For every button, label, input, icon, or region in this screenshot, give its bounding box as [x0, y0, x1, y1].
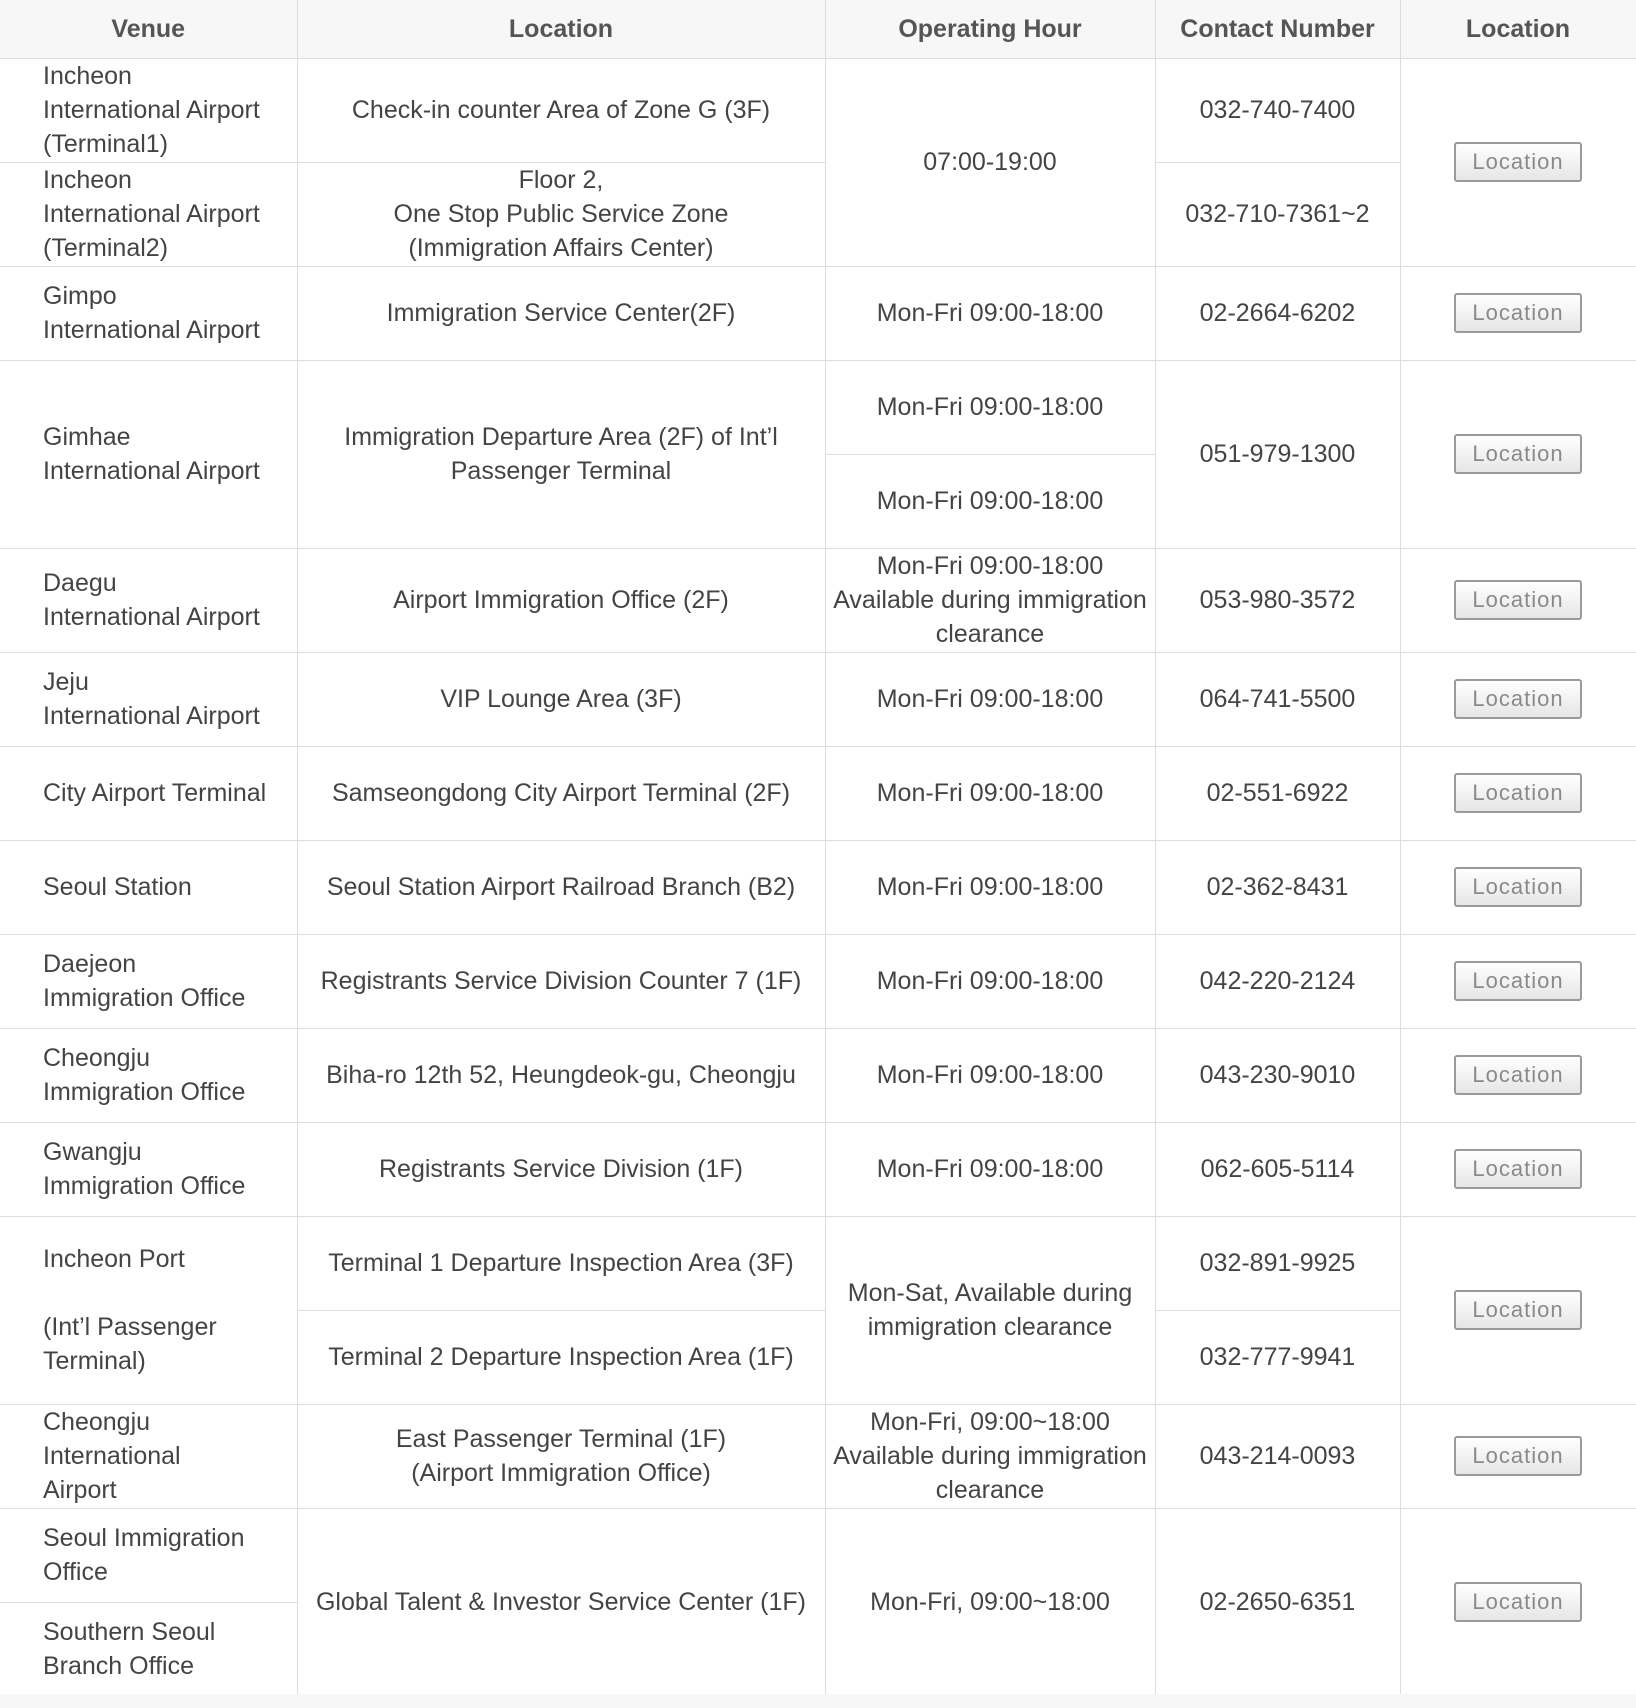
- contact-cell: 062-605-5114: [1155, 1122, 1400, 1216]
- venue-cell: Seoul Station: [0, 840, 297, 934]
- location-button-cell: [1400, 1404, 1636, 1508]
- location-button[interactable]: Location: [1454, 679, 1582, 719]
- location-button[interactable]: Location: [1454, 1290, 1582, 1330]
- location-button-cell: [1400, 266, 1636, 360]
- table-row: [0, 360, 1636, 454]
- location-button[interactable]: Location: [1454, 434, 1582, 474]
- location-cell: East Passenger Terminal (1F) (Airport Immigration Office): [297, 1404, 825, 1508]
- location-button-cell: [1400, 840, 1636, 934]
- location-cell: Immigration Service Center(2F): [297, 266, 825, 360]
- location-cell: Registrants Service Division (1F): [297, 1122, 825, 1216]
- location-cell: Terminal 1 Departure Inspection Area (3F): [297, 1216, 825, 1310]
- table-row: [0, 548, 1636, 652]
- venue-cell: City Airport Terminal: [0, 746, 297, 840]
- venue-cell: Gimhae International Airport: [0, 360, 297, 548]
- location-cell: Airport Immigration Office (2F): [297, 548, 825, 652]
- venue-cell: Gimpo International Airport: [0, 266, 297, 360]
- venue-cell: Daejeon Immigration Office: [0, 934, 297, 1028]
- contact-cell: 02-2664-6202: [1155, 266, 1400, 360]
- hours-cell: Mon-Fri 09:00-18:00: [825, 840, 1155, 934]
- table-row: [0, 840, 1636, 934]
- table-row: [0, 58, 1636, 162]
- contact-cell: 032-891-9925: [1155, 1216, 1400, 1310]
- location-cell: Floor 2, One Stop Public Service Zone (Immigration Affairs Center): [297, 162, 825, 266]
- contact-cell: 02-551-6922: [1155, 746, 1400, 840]
- header-location: Location: [297, 0, 825, 58]
- hours-cell: Mon-Fri 09:00-18:00: [825, 652, 1155, 746]
- table-header-row: [0, 0, 1636, 58]
- hours-cell: Mon-Fri 09:00-18:00: [825, 934, 1155, 1028]
- location-button[interactable]: Location: [1454, 1149, 1582, 1189]
- hours-cell: Mon-Fri 09:00-18:00: [825, 1122, 1155, 1216]
- hours-cell: Mon-Sat, Available during immigration clearance: [825, 1216, 1155, 1404]
- hours-cell: Mon-Fri 09:00-18:00: [825, 746, 1155, 840]
- location-button-cell: [1400, 746, 1636, 840]
- location-cell: Terminal 2 Departure Inspection Area (1F): [297, 1310, 825, 1404]
- location-button-cell: [1400, 58, 1636, 266]
- contact-cell: 032-777-9941: [1155, 1310, 1400, 1404]
- venue-cell: Southern Seoul Branch Office: [0, 1602, 297, 1696]
- location-button[interactable]: Location: [1454, 773, 1582, 813]
- contact-cell: 042-220-2124: [1155, 934, 1400, 1028]
- venue-cell: Incheon International Airport (Terminal1): [0, 58, 297, 162]
- table-row: [0, 162, 1636, 266]
- hours-cell: Mon-Fri 09:00-18:00: [825, 266, 1155, 360]
- hours-cell: Mon-Fri 09:00-18:00 Available during immigration clearance: [825, 548, 1155, 652]
- location-button[interactable]: Location: [1454, 1436, 1582, 1476]
- location-cell: Seoul Station Airport Railroad Branch (B2): [297, 840, 825, 934]
- table-row: [0, 1508, 1636, 1602]
- location-cell: Samseongdong City Airport Terminal (2F): [297, 746, 825, 840]
- location-button[interactable]: Location: [1454, 867, 1582, 907]
- location-cell: Check-in counter Area of Zone G (3F): [297, 58, 825, 162]
- venue-cell: Incheon Port (Int’l Passenger Terminal): [0, 1216, 297, 1404]
- location-button[interactable]: Location: [1454, 1055, 1582, 1095]
- contact-cell: 02-2650-6351: [1155, 1508, 1400, 1696]
- contact-cell: 053-980-3572: [1155, 548, 1400, 652]
- hours-cell: 07:00-19:00: [825, 58, 1155, 266]
- location-cell: Biha-ro 12th 52, Heungdeok-gu, Cheongju: [297, 1028, 825, 1122]
- table-row: [0, 1028, 1636, 1122]
- contact-cell: 032-710-7361~2: [1155, 162, 1400, 266]
- table-row: [0, 746, 1636, 840]
- location-button[interactable]: Location: [1454, 293, 1582, 333]
- venue-cell: Cheongju Immigration Office: [0, 1028, 297, 1122]
- venue-cell: Daegu International Airport: [0, 548, 297, 652]
- location-button[interactable]: Location: [1454, 1582, 1582, 1622]
- location-button-cell: [1400, 548, 1636, 652]
- contact-cell: 064-741-5500: [1155, 652, 1400, 746]
- table-row: [0, 1404, 1636, 1508]
- hours-cell: Mon-Fri 09:00-18:00: [825, 1028, 1155, 1122]
- location-button-cell: [1400, 652, 1636, 746]
- venue-cell: Cheongju International Airport: [0, 1404, 297, 1508]
- contact-cell: 043-230-9010: [1155, 1028, 1400, 1122]
- table-row: [0, 1216, 1636, 1310]
- location-cell: Global Talent & Investor Service Center (1F): [297, 1508, 825, 1696]
- contact-cell: 032-740-7400: [1155, 58, 1400, 162]
- table-row: [0, 652, 1636, 746]
- header-operating-hour: Operating Hour: [825, 0, 1155, 58]
- header-venue: Venue: [0, 0, 297, 58]
- contact-cell: 043-214-0093: [1155, 1404, 1400, 1508]
- hours-cell: Mon-Fri 09:00-18:00: [825, 454, 1155, 548]
- location-button-cell: [1400, 1028, 1636, 1122]
- location-cell: Registrants Service Division Counter 7 (1F): [297, 934, 825, 1028]
- next-row-edge: [0, 1694, 1636, 1708]
- location-button[interactable]: Location: [1454, 961, 1582, 1001]
- location-button-cell: [1400, 1216, 1636, 1404]
- location-cell: VIP Lounge Area (3F): [297, 652, 825, 746]
- location-button-cell: [1400, 1122, 1636, 1216]
- location-button-cell: [1400, 934, 1636, 1028]
- hours-cell: Mon-Fri 09:00-18:00: [825, 360, 1155, 454]
- header-contact-number: Contact Number: [1155, 0, 1400, 58]
- location-button[interactable]: Location: [1454, 142, 1582, 182]
- venue-cell: Jeju International Airport: [0, 652, 297, 746]
- location-button-cell: [1400, 360, 1636, 548]
- location-button[interactable]: Location: [1454, 580, 1582, 620]
- hours-cell: Mon-Fri, 09:00~18:00 Available during immigration clearance: [825, 1404, 1155, 1508]
- table-row: [0, 266, 1636, 360]
- contact-cell: 051-979-1300: [1155, 360, 1400, 548]
- location-cell: Immigration Departure Area (2F) of Int’l Passenger Terminal: [297, 360, 825, 548]
- location-button-cell: [1400, 1508, 1636, 1696]
- table-row: [0, 934, 1636, 1028]
- contact-cell: 02-362-8431: [1155, 840, 1400, 934]
- header-location-link: Location: [1400, 0, 1636, 58]
- venue-cell: Seoul Immigration Office: [0, 1508, 297, 1602]
- venue-cell: Gwangju Immigration Office: [0, 1122, 297, 1216]
- venue-cell: Incheon International Airport (Terminal2): [0, 162, 297, 266]
- table-row: [0, 1122, 1636, 1216]
- hours-cell: Mon-Fri, 09:00~18:00: [825, 1508, 1155, 1696]
